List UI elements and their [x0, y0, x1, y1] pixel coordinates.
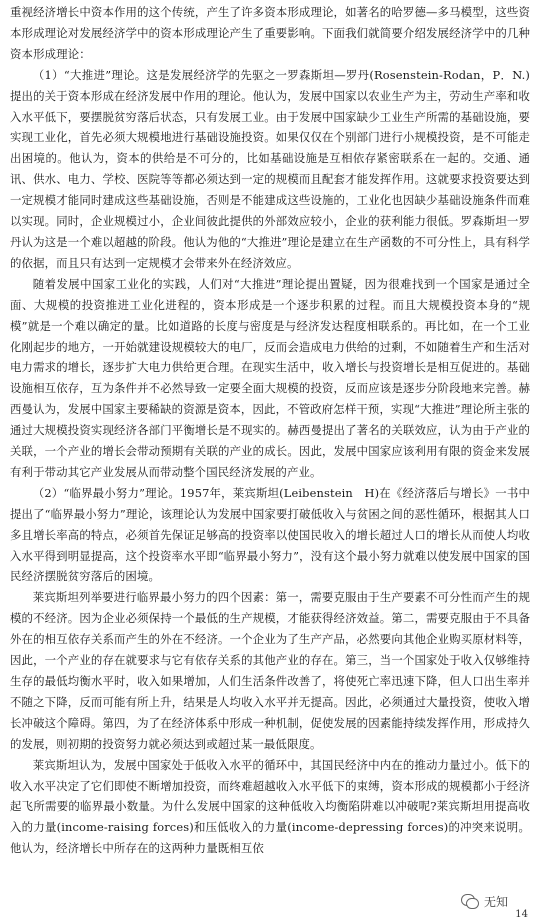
paragraph-low-income-trap: 莱宾斯坦认为，发展中国家处于低收入水平的循环中，其国民经济中内在的推动力量过小。低下的收入水平决定了它们即使不断增加投资，而终难超越收入水平低下的束缚，资本形成的规模都小于经济起飞所需要的临界最小数量。为什么发展中国家的这种低收入均衡陷阱难以冲破呢?莱宾斯坦用提高收入的力量(income-raising forces)和压低收入的力量(income-depressing forces)的冲突来说明。他认为，经济增长中所存在的这两种力量既相互依: [10, 757, 530, 856]
paragraph-four-factors: 莱宾斯坦列举要进行临界最小努力的四个因素：第一，需要克服由于生产要素不可分性而产生的规模的不经济。因为企业必须保持一个最低的生产规模，才能获得经济效益。第二，需要克服由于不具备外在的相互依存关系而产生的外在不经济。一个企业为了生产产品，必然要向其他企业购买原材料等，因此，一个产业的存在就要求与它有依存关系的其他产业的存在。第三，当一个国家处于收入仅够维持生存的最低均衡水平时，收入如果增加，人们生活条件改善了，将使死亡率迅速下降，但人口出生率并不随之下降，反而可能有所上升，结果是人均收入水平并无提高。因此，必须通过大量投资，使收入增长冲破这个障碍。第四，为了在经济体系中形成一种机制，促使发展的因素能持续发挥作用，形成持久的发展，则初期的投资努力就必须达到或超过某一最低限度。: [10, 590, 530, 751]
brand-watermark: [461, 892, 508, 910]
paragraph-big-push: （1）“大推进”理论。这是发展经济学的先驱之一罗森斯坦—罗丹(Rosenstein-Rodan，P．N.)提出的关于资本形成在经济发展中作用的理论。他认为，发展中国家以农业生产为主，劳动生产率和收入水平低下，要摆脱贫穷落后状态，只有发展工业。由于发展中国家缺少工业生产所需的基础设施，要实现工业化，首先必须大规模地进行基础设施投资。如果仅仅在个别部门进行小规模投资，是不可能走出困境的。他认为，资本的供给是不可分的，比如基础设施是互相依存紧密联系在一起的。交通、通讯、供水、电力、学校、医院等等都必须达到一定的规模而且配套才能发挥作用。这就要求投资要达到一定规模才能同时建成这些基础设施，否则是不能建成这些设施的，工业化也因缺少基础设施条件而难以实现。同时，企业规模过小，企业间彼此提供的外部效应较小，企业的获利能力很低。罗森斯坦一罗丹认为这是一个难以超越的阶段。他认为他的“大推进”理论是建立在生产函数的不可分性上，具有科学的依据，而且只有达到一定规模才会带来外在经济效应。: [10, 67, 530, 270]
page-number: 14: [515, 909, 528, 920]
paragraph-critical-minimum-effort: （2）“临界最小努力”理论。1957年，莱宾斯坦(Leibenstein H)在《经济落后与增长》一书中提出了“临界最小努力”理论，该理论认为发展中国家要打破低收入与贫困之间的恶性循环，根据其人口多且增长率高的特点，必须首先保证足够高的投资率以使国民收入的增长超过人口的增长从而使人均收入水平得到明显提高，这个投资率水平即“临界最小努力”，没有这个最小努力就难以使发展中国家的国民经济摆脱贫穷落后的困境。: [10, 485, 530, 584]
paragraph-intro: 重视经济增长中资本作用的这个传统，产生了许多资本形成理论，如著名的哈罗德—多马模型，这些资本形成理论对发展经济学中的资本形成理论产生了重要影响。下面我们就简要介绍发展经济学中的几种资本形成理论：: [10, 5, 530, 61]
brand-name: 无知: [483, 894, 508, 909]
double-speech-bubble-icon: [461, 892, 479, 910]
paragraph-big-push-critique: 随着发展中国家工业化的实践，人们对“大推进”理论提出置疑，因为很难找到一个国家是通过全面、大规模的投资推进工业化进程的，资本形成是一个逐步积累的过程。而且大规模投资本身的“规模”就是一个难以确定的量。比如道路的长度与密度是与经济发达程度相联系的。再比如，在一个工业化刚起步的地方，一开始就建设规模较大的电厂，反而会造成电力供给的过剩，不如随着生产和生活对电力需求的增长，逐步扩大电力供给更合理。在现实生活中，收入增长与投资增长是相互促进的。基础设施相互依存，互为条件并不必然导致一定要全面大规模的投资，反而应该是逐步分阶段地来完善。赫西曼认为，发展中国家主要稀缺的资源是资本，因此，不管政府怎样干预，实现“大推进”理论所主张的通过大规模投资实现经济各部门平衡增长是不现实的。赫西曼提出了著名的关联效应，认为由于产业的关联，一个产业的增长会带动预期有关联的产业的成长。因此，发展中国家应该利用有限的资金来发展有利于带动其它产业发展从而带动整个国民经济发展的产业。: [10, 276, 530, 479]
body-text: [10, 2, 530, 859]
